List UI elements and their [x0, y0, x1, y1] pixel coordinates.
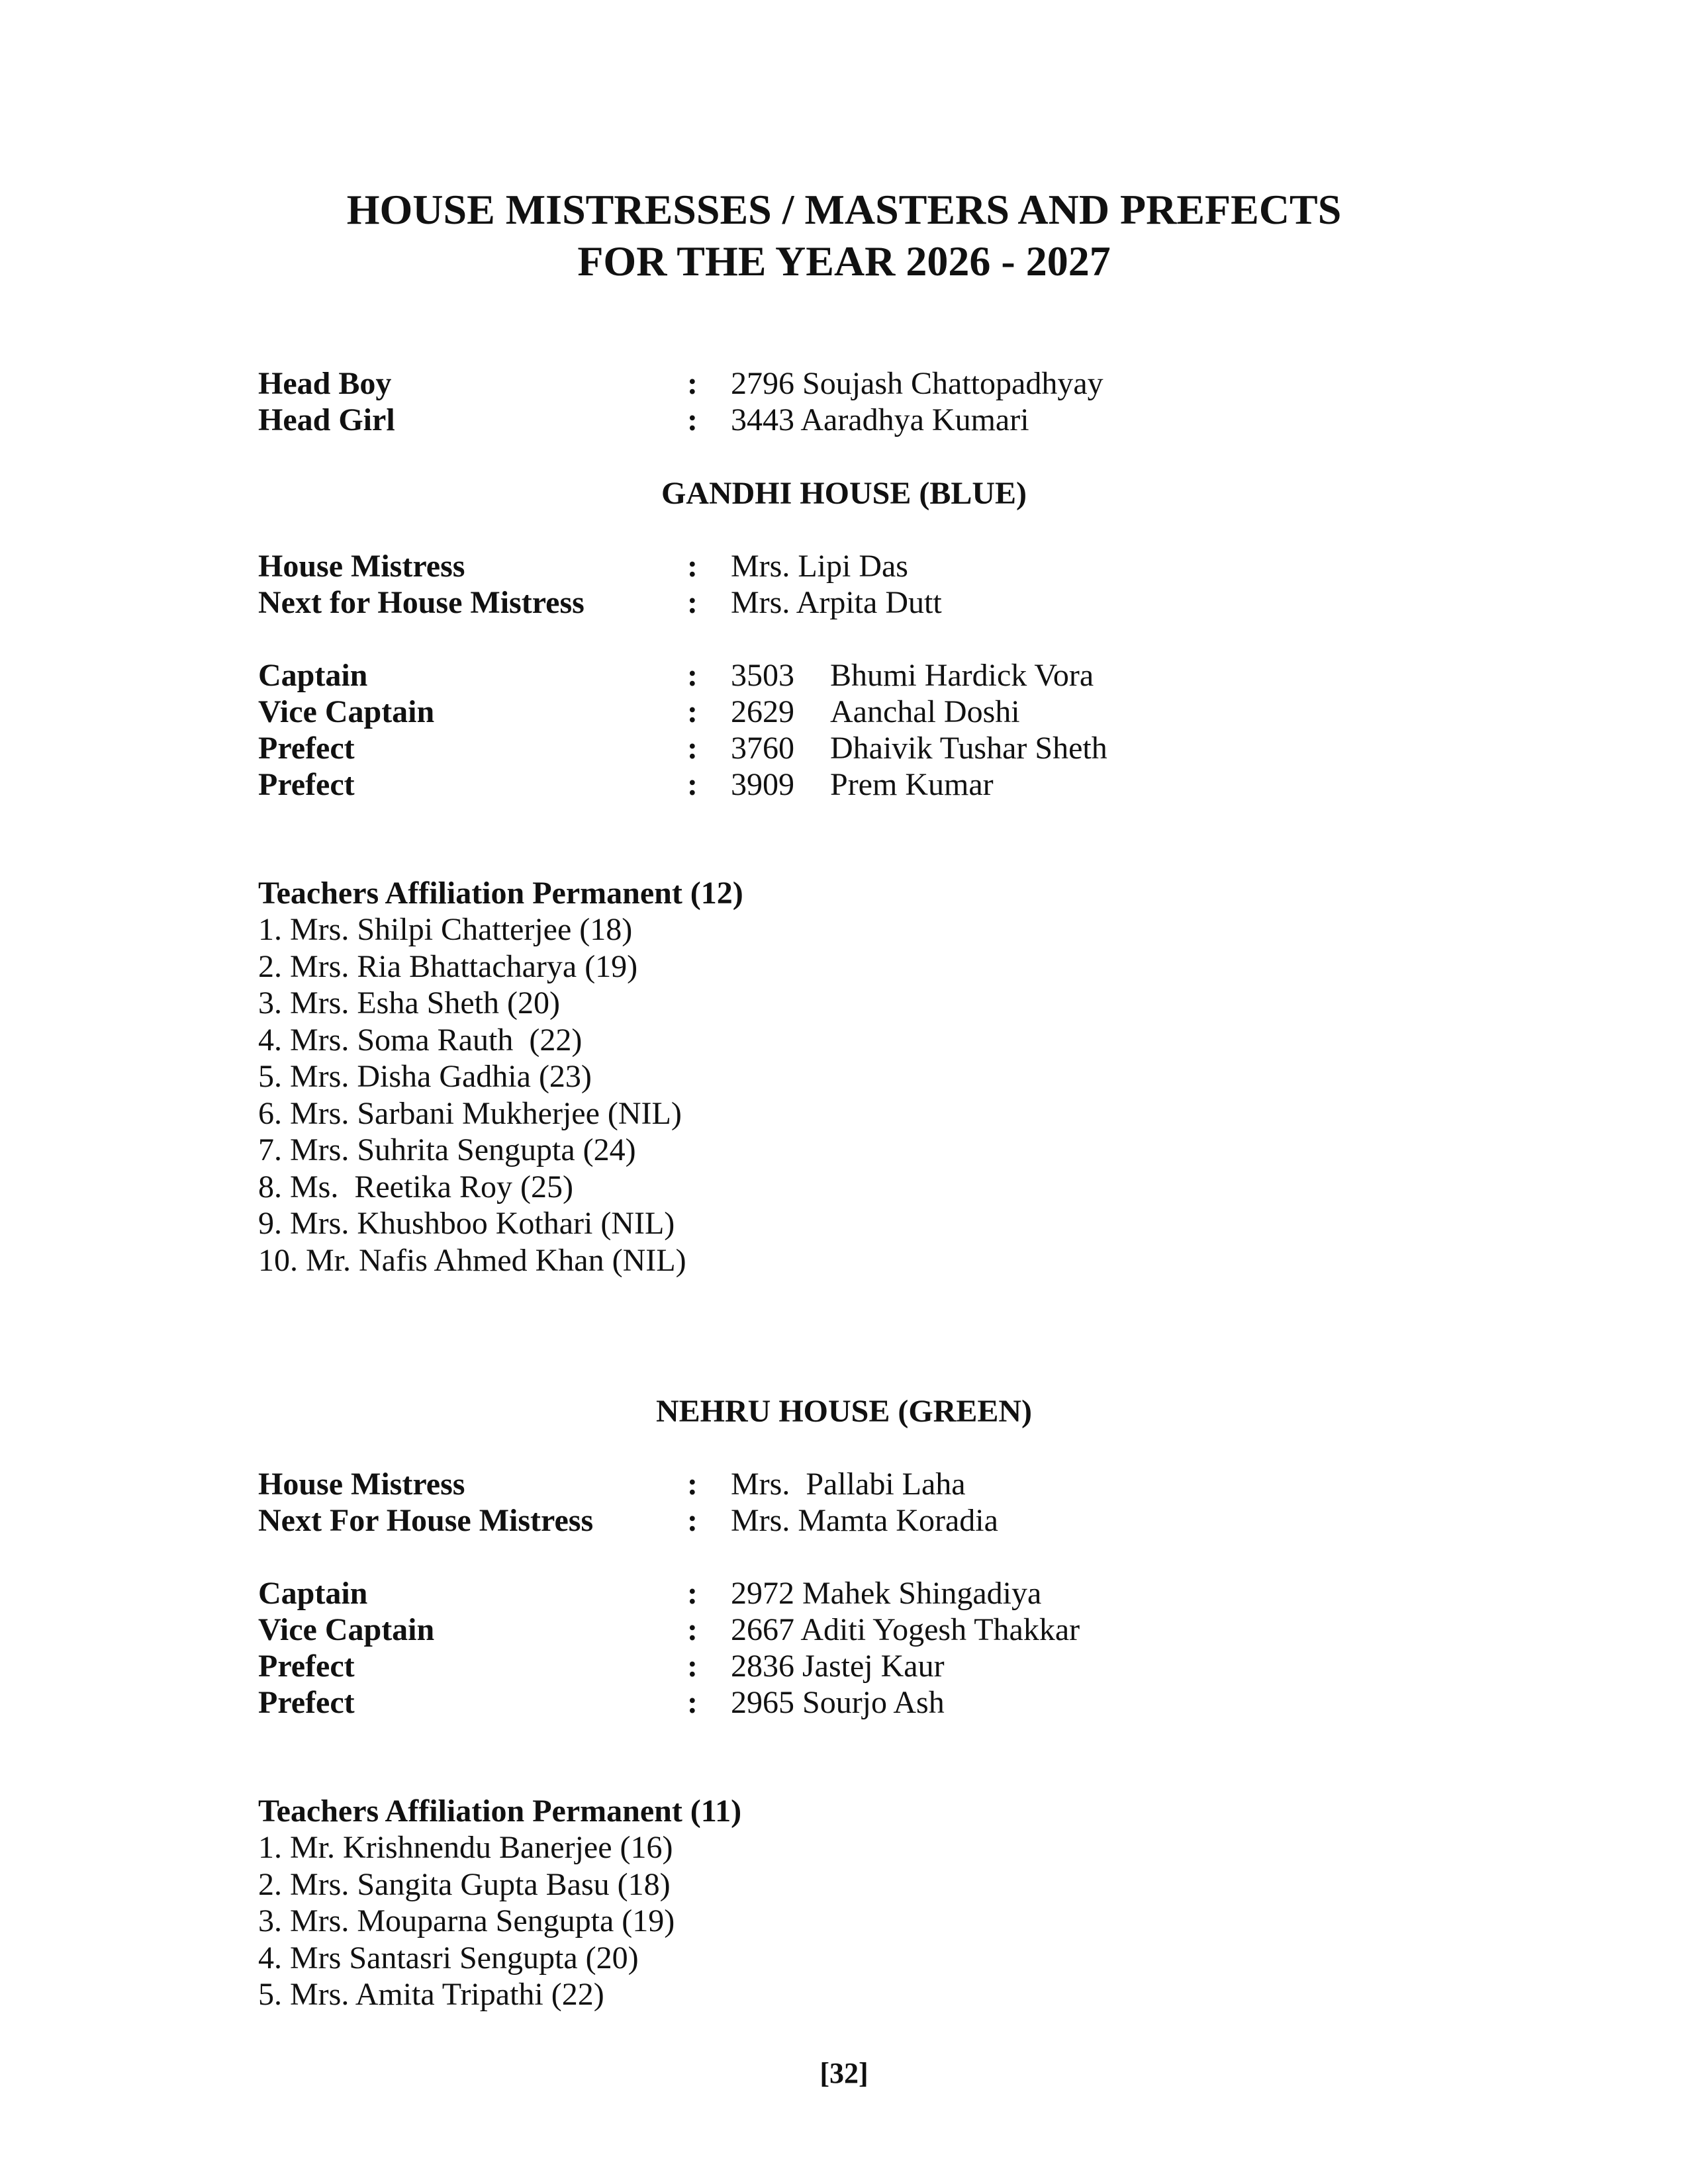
page-number: [32]: [820, 2057, 868, 2089]
colon: :: [687, 1612, 698, 1647]
nehru-house-heading: NEHRU HOUSE (GREEN): [655, 1394, 1033, 1429]
captain-value: 2972 Mahek Shingadiya: [731, 1576, 1042, 1611]
vice-captain-label: Vice Captain: [258, 1612, 435, 1647]
list-item: 5. Mrs. Amita Tripathi (22): [258, 1977, 604, 2012]
captain-value: [731, 657, 1094, 694]
prefect-value: [731, 730, 1107, 767]
prefect-value: 2965 Sourjo Ash: [731, 1685, 945, 1720]
nehru-affiliation-heading: Teachers Affiliation Permanent (11): [258, 1794, 742, 1829]
vice-captain-value: [731, 694, 1020, 731]
colon: :: [687, 1576, 698, 1611]
page-title-line-2: FOR THE YEAR 2026 - 2027: [577, 238, 1111, 285]
colon: :: [687, 1503, 698, 1538]
list-item: 7. Mrs. Suhrita Sengupta (24): [258, 1132, 636, 1167]
head-girl-row: [258, 402, 1516, 439]
list-item: 9. Mrs. Khushboo Kothari (NIL): [258, 1206, 675, 1241]
gandhi-captain-row: [258, 657, 1516, 694]
nehru-teachers-list: [258, 1829, 675, 2013]
list-item: 10. Mr. Nafis Ahmed Khan (NIL): [258, 1242, 686, 1278]
list-item: 3. Mrs. Mouparna Sengupta (19): [258, 1903, 675, 1938]
nehru-next-house-mistress-row: [258, 1502, 1516, 1539]
prefect-label: Prefect: [258, 1649, 355, 1684]
captain-number: 3503: [731, 658, 794, 693]
gandhi-prefect-row: [258, 766, 1516, 803]
gandhi-house-heading: GANDHI HOUSE (BLUE): [661, 476, 1027, 511]
page-title-line-1: HOUSE MISTRESSES / MASTERS AND PREFECTS: [346, 186, 1342, 233]
head-girl-value: 3443 Aaradhya Kumari: [731, 402, 1029, 437]
house-mistress-value: Mrs. Lipi Das: [731, 549, 908, 584]
next-house-mistress-value: Mrs. Mamta Koradia: [731, 1503, 998, 1538]
prefect-value: [731, 766, 994, 803]
nehru-captain-row: [258, 1575, 1516, 1612]
next-house-mistress-label: Next for House Mistress: [258, 585, 585, 620]
vice-captain-number: 2629: [731, 694, 794, 729]
list-item: 4. Mrs. Soma Rauth (22): [258, 1022, 583, 1058]
vice-captain-label: Vice Captain: [258, 694, 435, 729]
head-boy-label: Head Boy: [258, 366, 392, 401]
list-item: 1. Mr. Krishnendu Banerjee (16): [258, 1830, 673, 1865]
gandhi-vice-captain-row: [258, 694, 1516, 731]
prefect-number: 3760: [731, 731, 794, 766]
nehru-house-mistress-row: [258, 1466, 1516, 1503]
nehru-prefect-row: [258, 1648, 1516, 1685]
prefect-label: Prefect: [258, 1685, 355, 1720]
gandhi-teachers-list: [258, 911, 686, 1279]
prefect-label: Prefect: [258, 731, 355, 766]
list-item: 4. Mrs Santasri Sengupta (20): [258, 1940, 639, 1976]
captain-label: Captain: [258, 1576, 368, 1611]
list-item: 2. Mrs. Sangita Gupta Basu (18): [258, 1866, 671, 1902]
colon: :: [687, 1685, 698, 1720]
prefect-name: Dhaivik Tushar Sheth: [830, 731, 1107, 766]
colon: :: [687, 1649, 698, 1684]
prefect-value: 2836 Jastej Kaur: [731, 1649, 945, 1684]
colon: :: [687, 549, 698, 584]
list-item: 6. Mrs. Sarbani Mukherjee (NIL): [258, 1095, 682, 1131]
head-boy-value: 2796 Soujash Chattopadhyay: [731, 366, 1103, 401]
colon: :: [687, 658, 698, 693]
list-item: 1. Mrs. Shilpi Chatterjee (18): [258, 912, 633, 947]
house-mistress-label: House Mistress: [258, 549, 465, 584]
list-item: 3. Mrs. Esha Sheth (20): [258, 985, 560, 1021]
nehru-vice-captain-row: [258, 1612, 1516, 1649]
list-item: 5. Mrs. Disha Gadhia (23): [258, 1059, 592, 1094]
head-girl-label: Head Girl: [258, 402, 395, 437]
prefect-name: Prem Kumar: [830, 767, 994, 802]
next-house-mistress-label: Next For House Mistress: [258, 1503, 594, 1538]
list-item: 8. Ms. Reetika Roy (25): [258, 1169, 573, 1205]
gandhi-prefect-row: [258, 730, 1516, 767]
house-mistress-value: Mrs. Pallabi Laha: [731, 1467, 966, 1502]
colon: :: [687, 1467, 698, 1502]
gandhi-house-mistress-row: [258, 548, 1516, 585]
next-house-mistress-value: Mrs. Arpita Dutt: [731, 585, 942, 620]
colon: :: [687, 585, 698, 620]
colon: :: [687, 366, 698, 401]
colon: :: [687, 767, 698, 802]
list-item: 2. Mrs. Ria Bhattacharya (19): [258, 948, 638, 984]
captain-label: Captain: [258, 658, 368, 693]
prefect-label: Prefect: [258, 767, 355, 802]
vice-captain-name: Aanchal Doshi: [830, 694, 1020, 729]
nehru-prefect-row: [258, 1684, 1516, 1721]
house-mistress-label: House Mistress: [258, 1467, 465, 1502]
colon: :: [687, 731, 698, 766]
colon: :: [687, 694, 698, 729]
gandhi-affiliation-heading: Teachers Affiliation Permanent (12): [258, 876, 743, 911]
colon: :: [687, 402, 698, 437]
head-boy-row: [258, 365, 1516, 402]
gandhi-next-house-mistress-row: [258, 584, 1516, 621]
captain-name: Bhumi Hardick Vora: [830, 658, 1094, 693]
prefect-number: 3909: [731, 767, 794, 802]
vice-captain-value: 2667 Aditi Yogesh Thakkar: [731, 1612, 1080, 1647]
